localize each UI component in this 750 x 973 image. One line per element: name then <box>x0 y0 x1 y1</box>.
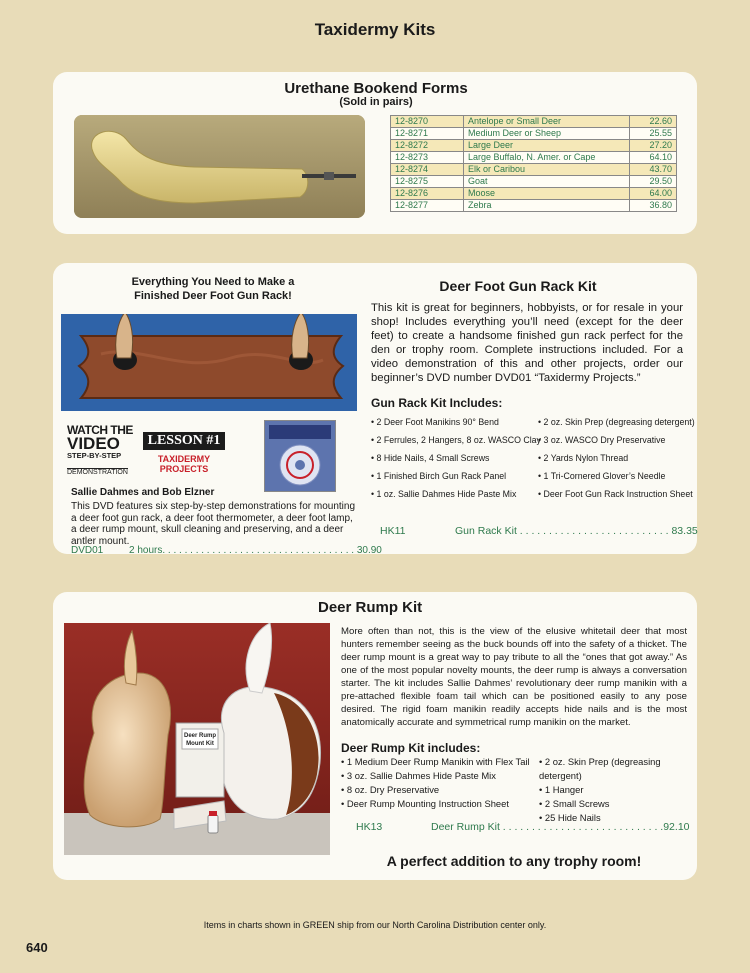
demonstration-text: DEMONSTRATION <box>67 469 128 476</box>
table-row <box>391 200 677 212</box>
price-cell: 43.70 <box>630 164 677 176</box>
price-cell: 36.80 <box>630 200 677 212</box>
include-item: • 2 oz. Skin Prep (degreasing detergent) <box>538 417 695 427</box>
table-row <box>391 152 677 164</box>
gun-rack-title: Deer Foot Gun Rack Kit <box>439 278 597 294</box>
deer-rump-item: Deer Rump Kit . . . . . . . . . . . . . . . . . . . . . . . . . . . .92.10 <box>431 821 690 833</box>
table-row <box>391 116 677 128</box>
watch-the-video-logo <box>67 425 137 477</box>
dvd-cover-image <box>264 420 336 492</box>
price-cell: 27.20 <box>630 140 677 152</box>
bookend-subtitle: (Sold in pairs) <box>339 96 413 108</box>
headline-line-1: Everything You Need to Make a <box>131 276 295 288</box>
lesson-badge: LESSON #1 <box>143 432 225 450</box>
gun-rack-panel <box>53 263 697 554</box>
deer-rump-price-row <box>356 821 690 833</box>
deer-rump-includes-left <box>341 755 530 811</box>
table-row <box>391 188 677 200</box>
sku-cell: 12-8271 <box>391 128 464 140</box>
video-text: VIDEO <box>67 434 120 453</box>
project-line-2: PROJECTS <box>159 464 209 474</box>
page-number: 640 <box>26 940 48 955</box>
dvd-description: This DVD features six step-by-step demonstrations for mounting a deer foot gun rack, a deer foot thermometer, a deer foot lamp, a deer rump mount, skull cleaning and preserving, and a deer antler mount. <box>71 501 356 547</box>
footer-note: Items in charts shown in GREEN ship from our North Carolina Distribution center only. <box>203 920 547 930</box>
gun-rack-headline <box>108 275 318 303</box>
description-cell: Large Buffalo, N. Amer. or Cape <box>464 152 630 164</box>
project-line-1: TAXIDERMY <box>157 454 211 464</box>
gun-rack-includes-left <box>371 413 541 503</box>
deer-rump-includes-title: Deer Rump Kit includes: <box>341 741 481 755</box>
dvd-item: 2 hours. . . . . . . . . . . . . . . . . . . . . . . . . . . . . . . . . . . 30.90 <box>129 545 382 556</box>
sku-cell: 12-8277 <box>391 200 464 212</box>
description-cell: Elk or Caribou <box>464 164 630 176</box>
deer-rump-panel <box>53 592 697 880</box>
include-item: • 8 Hide Nails, 4 Small Screws <box>371 453 490 463</box>
description-cell: Zebra <box>464 200 630 212</box>
description-cell: Large Deer <box>464 140 630 152</box>
price-cell: 64.00 <box>630 188 677 200</box>
include-item: • 1 Medium Deer Rump Manikin with Flex Tail <box>341 756 530 767</box>
price-cell: 64.10 <box>630 152 677 164</box>
include-item: • 1 Finished Birch Gun Rack Panel <box>371 471 507 481</box>
sku-cell: 12-8272 <box>391 140 464 152</box>
include-item: • 2 Small Screws <box>539 798 610 809</box>
description-cell: Moose <box>464 188 630 200</box>
taxidermy-projects-label <box>143 454 225 474</box>
gun-rack-sku: HK11 <box>380 525 406 537</box>
bookend-form-image <box>74 115 365 218</box>
box-label-line-1: Deer Rump <box>183 733 217 739</box>
sku-cell: 12-8276 <box>391 188 464 200</box>
price-cell: 22.60 <box>630 116 677 128</box>
gun-rack-image <box>61 314 357 411</box>
headline-line-2: Finished Deer Foot Gun Rack! <box>134 290 292 302</box>
page-title: Taxidermy Kits <box>314 20 436 39</box>
include-item: • 2 Ferrules, 2 Hangers, 8 oz. WASCO Clay <box>371 435 541 445</box>
include-item: • Deer Foot Gun Rack Instruction Sheet <box>538 489 693 499</box>
deer-rump-title-text: Deer Rump Kit <box>318 599 423 616</box>
deer-rump-tagline: A perfect addition to any trophy room! <box>386 853 642 869</box>
deer-rump-sku: HK13 <box>356 821 383 833</box>
gun-rack-item: Gun Rack Kit . . . . . . . . . . . . . . . . . . . . . . . . . . 83.35 <box>455 525 698 537</box>
box-label-line-2: Mount Kit <box>186 741 214 747</box>
sku-cell: 12-8270 <box>391 116 464 128</box>
description-cell: Goat <box>464 176 630 188</box>
sku-cell: 12-8275 <box>391 176 464 188</box>
include-item: • 3 oz. WASCO Dry Preservative <box>538 435 666 445</box>
step-by-step-text: STEP-BY-STEP <box>67 451 122 460</box>
include-item: • 8 oz. Dry Preservative <box>341 784 440 795</box>
include-item: • 2 Yards Nylon Thread <box>538 453 629 463</box>
include-item: • 25 Hide Nails <box>539 812 601 823</box>
table-row <box>391 164 677 176</box>
description-cell: Medium Deer or Sheep <box>464 128 630 140</box>
bookend-price-table <box>390 115 677 212</box>
table-row <box>391 176 677 188</box>
watch-text: WATCH THE <box>67 423 133 437</box>
sku-cell: 12-8273 <box>391 152 464 164</box>
deer-rump-description: More often than not, this is the view of the elusive whitetail deer that most hunters remember seeing as the buck bounds off into the safety of a thicket. The deer rump mount is a great way to pay tribute to all the “ones that got away.” As one of the most popular novelty mounts, the deer rump is always a conversation starter. The kit includes Sallie Dahmes’ revolutionary deer rump manikin with a pre-attached flexible foam tail which can be positioned easily to any pose desired. The rigid foam manikin readily accepts hide nails and is the most anatomically accurate and symmetrical rump manikin on the market. <box>341 626 687 728</box>
deer-rump-image <box>64 623 330 855</box>
deer-rump-includes-right <box>539 755 697 825</box>
dvd-sku: DVD01 <box>71 545 104 556</box>
include-item: • Deer Rump Mounting Instruction Sheet <box>341 798 509 809</box>
include-item: • 1 oz. Sallie Dahmes Hide Paste Mix <box>371 489 517 499</box>
bookend-title: Urethane Bookend Forms <box>284 80 468 97</box>
include-item: • 1 Tri-Cornered Glover’s Needle <box>538 471 666 481</box>
description-cell: Antelope or Small Deer <box>464 116 630 128</box>
gun-rack-description: This kit is great for beginners, hobbyists, or for resale in your shop! Includes everything you’ll need (except for the deer feet) to create a handsome finished gun rack perfect for the den or trophy room. Complete instructions included. For a video demonstration of this and other projects, order our beginner’s DVD number DVD01 “Taxidermy Projects.” <box>371 302 683 384</box>
table-row <box>391 128 677 140</box>
include-item: • 1 Hanger <box>539 784 584 795</box>
sku-cell: 12-8274 <box>391 164 464 176</box>
include-item: • 2 oz. Skin Prep (degreasing detergent) <box>539 756 661 781</box>
price-cell: 25.55 <box>630 128 677 140</box>
include-item: • 2 Deer Foot Manikins 90° Bend <box>371 417 499 427</box>
include-item: • 3 oz. Sallie Dahmes Hide Paste Mix <box>341 770 496 781</box>
gun-rack-includes-right <box>538 413 695 503</box>
table-row <box>391 140 677 152</box>
dvd-authors: Sallie Dahmes and Bob Elzner <box>71 487 215 498</box>
gun-rack-price-row <box>380 525 698 537</box>
dvd-price-row <box>71 545 382 556</box>
bookend-forms-panel <box>53 72 697 234</box>
gun-rack-includes-title: Gun Rack Kit Includes: <box>371 396 503 410</box>
price-cell: 29.50 <box>630 176 677 188</box>
